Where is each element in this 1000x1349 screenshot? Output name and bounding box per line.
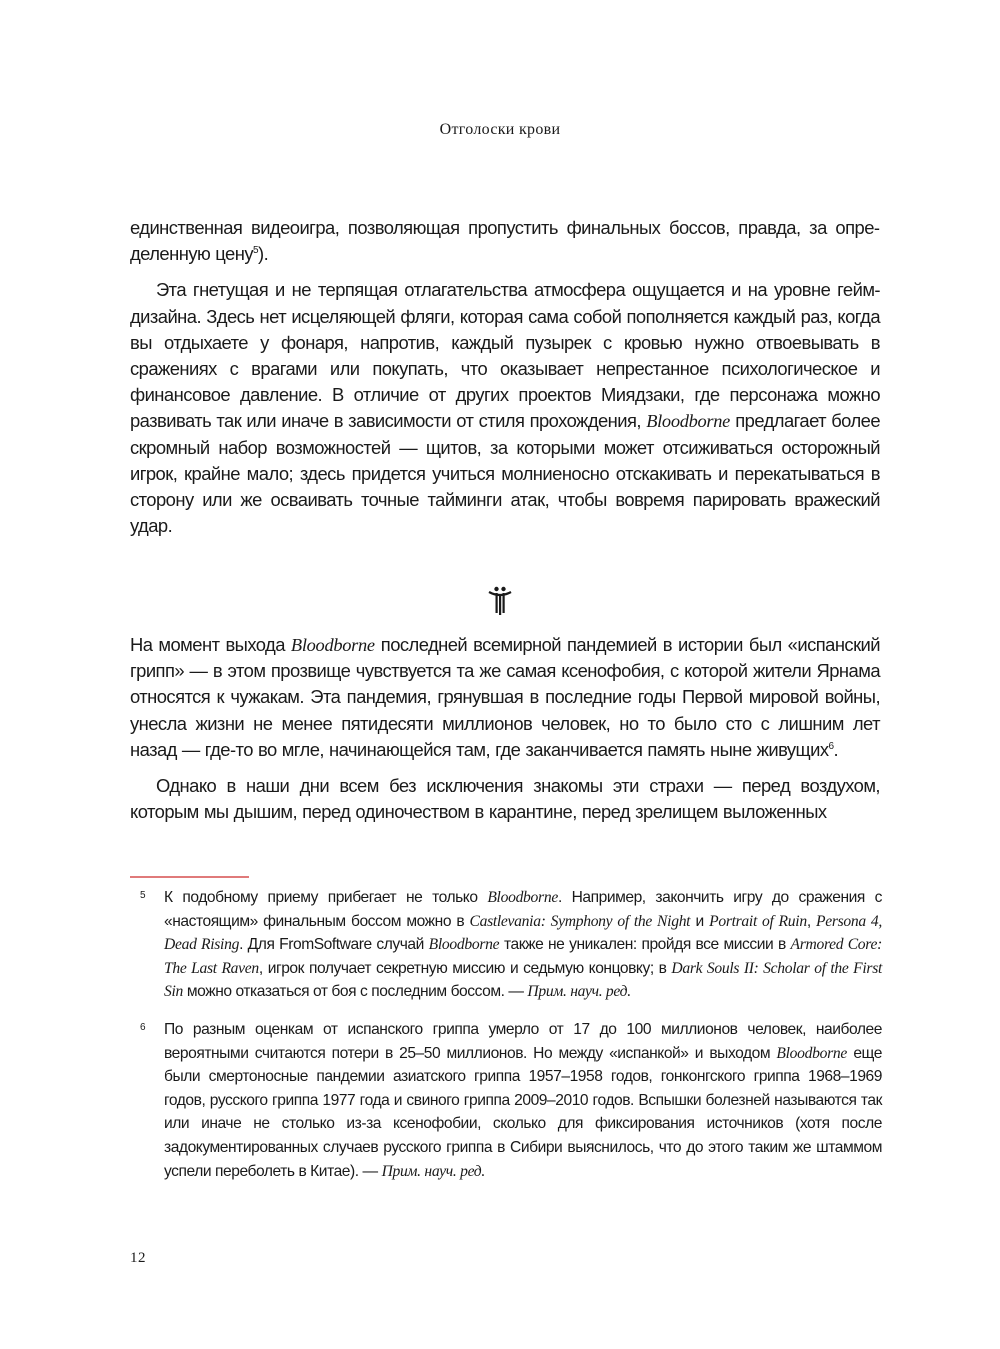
footnote-6: [140, 1018, 882, 1183]
editor-note: Прим. науч. ред.: [527, 983, 631, 1001]
editor-note: Прим. науч. ред.: [381, 1162, 485, 1180]
game-title: Portrait of Ruin: [709, 912, 807, 930]
paragraph-text: Эта гнетущая и не терпящая отлагательства атмосфера ощущается и на уровне гейм-дизайна. Здесь нет исцеляющей фляги, которая сама собой пополняется каждый раз, когда вы отдыхаете у фонаря, напротив, каждый пузырек с кровью нужно отвоевывать в сражениях с врагами или покупать, что оказывает непрестанное психологическое и финансовое давление. В отличие от других проектов Миядзаки, где персонажа можно развивать так или иначе в зависимости от стиля прохождения,: [130, 279, 880, 432]
paragraph: [130, 277, 880, 539]
paragraph: [130, 632, 880, 763]
paragraph-text: ).: [258, 243, 269, 265]
footnote-number: 6: [140, 1021, 146, 1033]
text: и: [690, 912, 710, 930]
footnote-ref-5[interactable]: 5: [252, 245, 258, 257]
footnote-text: [164, 1018, 882, 1183]
paragraph-text: единственная видеоигра, позволяющая пропустить финальных боссов, правда, за определенную цену: [130, 217, 880, 265]
game-title: Armored Core: The Last Raven: [164, 936, 882, 977]
paragraph-text: .: [833, 738, 839, 760]
text: еще были смертоносные пандемии азиатского гриппа 1957–1958 годов, гонконгского гриппа 1968–1969 годов, русского гриппа 1977 года и свиного гриппа 2009–2010 годов. Вспышки болезней называются так или иначе не столько из-за ксенофобии, сколько для фиксирования источников (хотя после задокументированных случаев русского гриппа в Сибири выяснилось, что до этого таким же штаммом успели переболеть в Китае). —: [164, 1044, 882, 1180]
paragraph-text: предлагает более скромный набор возможностей — щитов, за которыми может отсиживаться осторожный игрок, крайне мало; здесь придется учиться молниеносно отскакивать и перекатываться в сторону или же осваивать точные тайминги атак, чтобы вовремя парировать вражеский удар.: [130, 410, 880, 537]
text: также не уникален: пройдя все миссии в: [499, 936, 791, 954]
game-title: Castlevania: Symphony of the Night: [469, 912, 691, 930]
paragraph-text: последней всемирной пандемией в истории был «испанский грипп» — в этом прозвище чувствуется та же самая ксенофобия, с которой жители Ярнама относятся к чужакам. Эта пандемия, грянувшая в последние годы Первой мировой войны, унесла жизни не менее пятидесяти миллионов человек, но то было сто с лишним лет назад — где-то во мгле, начинающейся там, где заканчивается память ныне живущих: [130, 634, 881, 760]
game-title: Persona 4, Dead Rising: [164, 912, 883, 954]
game-title: Bloodborne: [290, 635, 375, 655]
footnote-5: [140, 886, 882, 1004]
game-title: Bloodborne: [428, 936, 500, 954]
text: можно отказаться от боя с последним боссом. —: [183, 983, 528, 1001]
footnote-separator: [130, 876, 249, 878]
paragraph: [130, 773, 880, 825]
footnote-text: [164, 886, 882, 1004]
text: К подобному приему прибегает не только: [164, 889, 488, 906]
body-text-block-1: [130, 215, 880, 549]
game-title: Bloodborne: [487, 889, 558, 906]
text: ,: [806, 912, 817, 930]
text: , игрок получает секретную миссию и седьмую концовку; в: [258, 959, 672, 977]
footnotes: [140, 886, 882, 1197]
paragraph-text: Однако в наши дни всем без исключения знакомы эти страхи — перед воздухом, которым мы дышим, перед одиночеством в карантине, перед зрелищем выложенных: [130, 775, 880, 823]
text: По разным оценкам от испанского гриппа умерло от 17 до 100 миллионов человек, наиболее вероятными считаются потери в 25–50 миллионов. Но между «испанкой» и выходом: [164, 1020, 882, 1062]
running-head: Отголоски крови: [439, 121, 561, 138]
paragraph: [130, 215, 880, 267]
page-number: 12: [130, 1250, 146, 1266]
body-text-block-2: [130, 632, 880, 835]
game-title: Bloodborne: [646, 411, 731, 432]
footnote-number: 5: [140, 890, 146, 901]
game-title: Dark Souls II: Scholar of the First Sin: [164, 959, 882, 1001]
paragraph-text: На момент выхода: [130, 634, 285, 655]
text: . Например, закончить игру до сражения с «настоящим» финальным боссом можно в: [164, 889, 883, 930]
text: . Для FromSoftware случай: [239, 936, 429, 954]
footnote-ref-6[interactable]: 6: [828, 740, 834, 752]
game-title: Bloodborne: [776, 1044, 848, 1062]
hunter-sigil-icon: [487, 584, 513, 616]
